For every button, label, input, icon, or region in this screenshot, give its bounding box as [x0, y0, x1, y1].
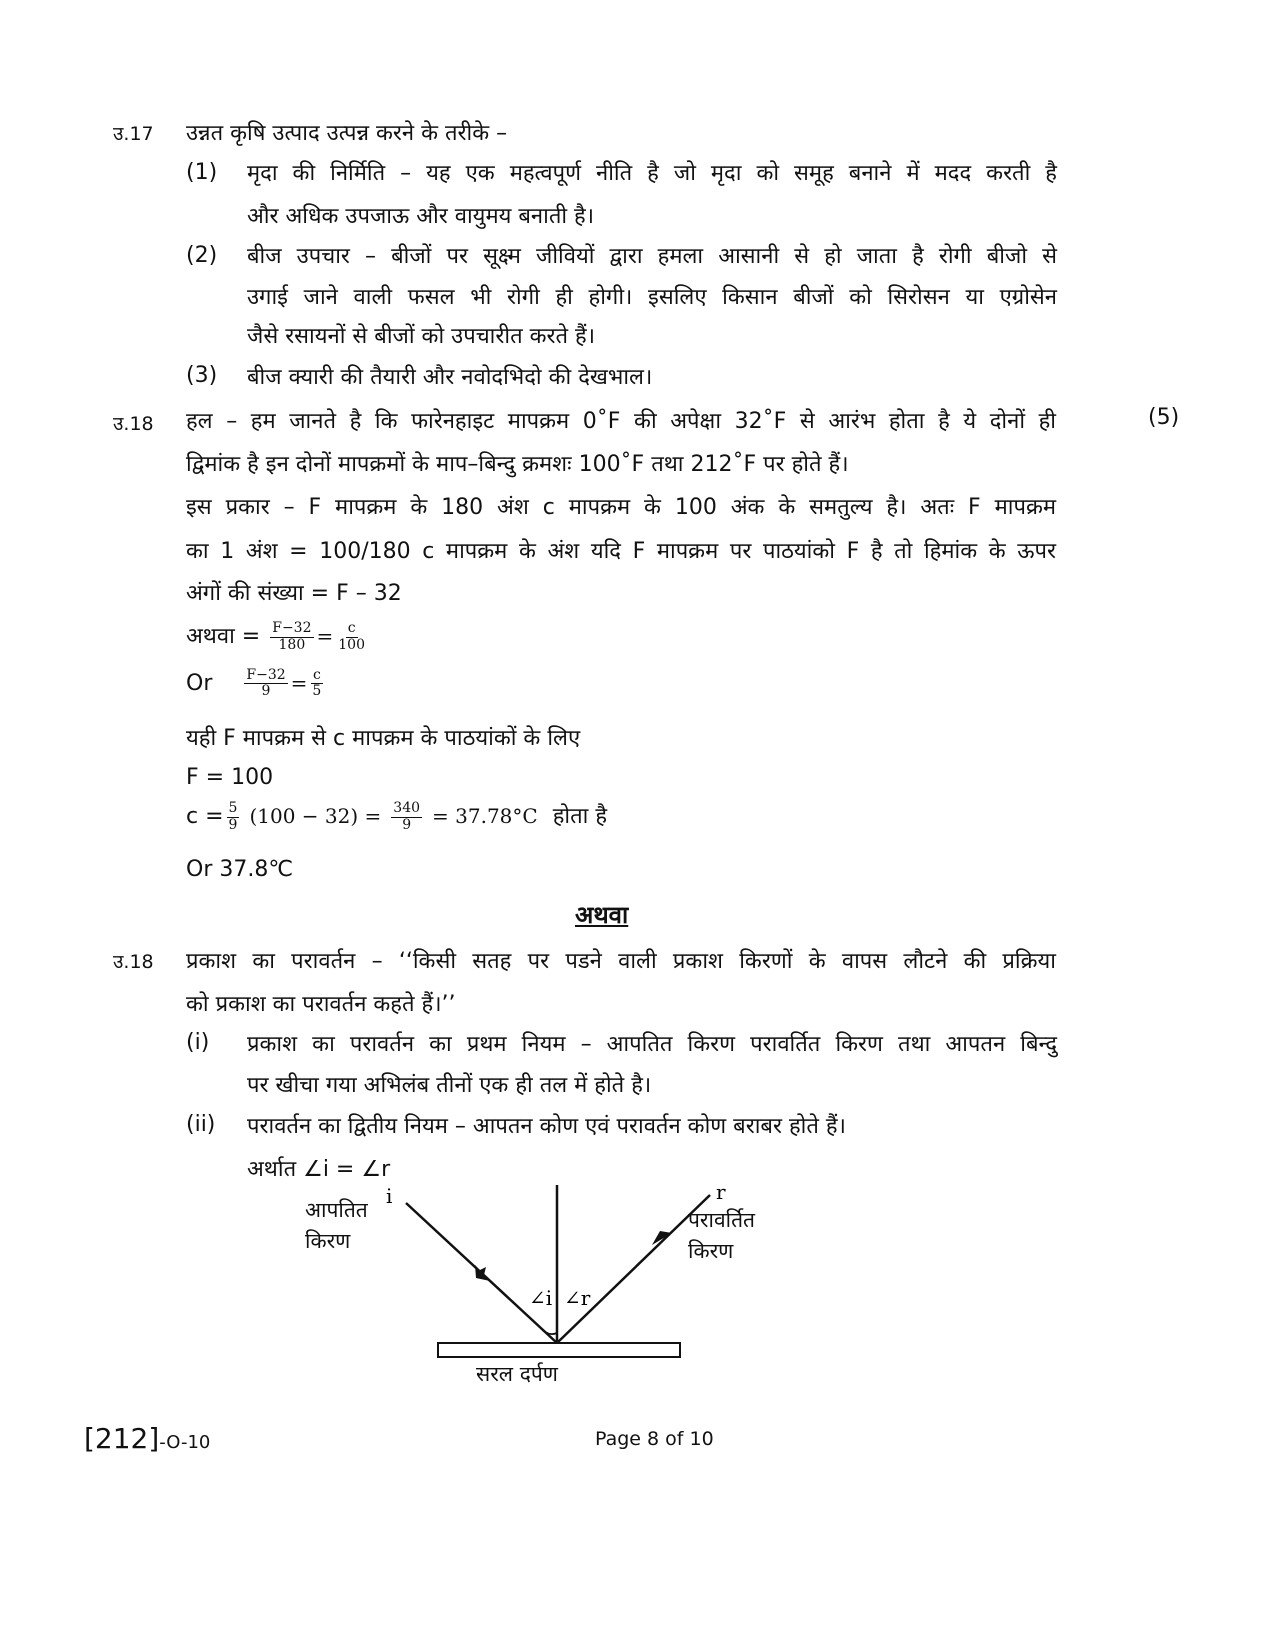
- item-text: और अधिक उपजाऊ और वायुमय बनाती है।: [247, 204, 595, 229]
- fraction: [310, 668, 323, 700]
- or-heading: अथवा: [575, 901, 629, 929]
- angle-i-label: ∠i: [529, 1286, 553, 1310]
- f-value: F = 100: [186, 765, 274, 790]
- fraction: [270, 621, 313, 653]
- answer-line: इस प्रकार – F मापक्रम के 180 अंश c मापक्रम के 100 अंक के समतुल्य है। अतः F मापक्रम: [186, 495, 1056, 520]
- reflected-label: किरण: [688, 1239, 734, 1263]
- paper-code-main: [212]: [84, 1422, 160, 1455]
- page-number: Page 8 of 10: [595, 1428, 714, 1450]
- final-answer: Or 37.8℃: [186, 857, 294, 882]
- item-number: (i): [186, 1030, 210, 1055]
- item-number: (1): [186, 160, 218, 185]
- fraction: [244, 668, 287, 700]
- equation-prefix: Or: [186, 670, 213, 696]
- numerator: 5: [228, 800, 238, 817]
- mirror-label: सरल दर्पण: [476, 1362, 558, 1386]
- answer-line: को प्रकाश का परावर्तन कहते हैं।’’: [186, 992, 456, 1017]
- marks-label: (5): [1148, 405, 1180, 430]
- reflected-label: परावर्तित: [688, 1208, 756, 1232]
- numerator: F−32: [272, 620, 312, 637]
- i-label: i: [386, 1185, 393, 1208]
- equation-prefix: अथवा =: [186, 624, 261, 649]
- answer-line: का 1 अंश = 100/180 c मापक्रम के अंश यदि F मापक्रम पर पाठयांको F है तो हिमांक के ऊपर: [186, 539, 1056, 564]
- fraction: [227, 801, 240, 833]
- paper-code-suffix: -O-10: [159, 1432, 211, 1453]
- c-result: = 37.78°C: [432, 804, 538, 828]
- denominator: 180: [278, 636, 306, 653]
- numerator: c: [312, 667, 321, 683]
- c-middle: (100 − 32) =: [249, 804, 382, 828]
- c-equation: [186, 800, 607, 833]
- numerator: F−32: [246, 667, 286, 683]
- answer-line: प्रकाश का परावर्तन – ‘‘किसी सतह पर पडने वाली प्रकाश किरणों के वापस लौटने की प्रक्रिया: [186, 949, 1056, 974]
- numerator: 340: [393, 800, 421, 817]
- paper-code: [84, 1422, 210, 1455]
- plane-mirror: [438, 1343, 680, 1357]
- item-text: उगाई जाने वाली फसल भी रोगी ही होगी। इसलिए किसान बीजों को सिरोसन या एग्रोसेन: [247, 285, 1057, 310]
- numerator: c: [347, 620, 356, 637]
- question-number-18-alt: उ.18: [113, 951, 154, 973]
- incident-label: आपतित: [305, 1198, 368, 1222]
- question-number-17: उ.17: [113, 123, 154, 145]
- conclusion: अर्थात ∠i = ∠r: [247, 1157, 391, 1182]
- item-number: (3): [186, 363, 218, 388]
- denominator: 9: [228, 816, 238, 833]
- equation-1: अथवा = $\frac{F-32}{180}$ = $\frac{c}{100}$: [186, 620, 365, 653]
- c-prefix: c =: [186, 804, 224, 829]
- c-suffix: होता है: [552, 804, 607, 829]
- item-number: (ii): [186, 1112, 216, 1137]
- q17-title: उन्नत कृषि उत्पाद उत्पन्न करने के तरीके –: [186, 121, 508, 146]
- item-text: बीज क्यारी की तैयारी और नवोदभिदो की देखभाल।: [247, 365, 653, 390]
- angle-r-label: ∠r: [564, 1286, 591, 1310]
- answer-line: हल – हम जानते है कि फारेनहाइट मापक्रम 0˚F की अपेक्षा 32˚F से आरंभ होता है ये दोनों ही: [186, 409, 1056, 434]
- fraction: [336, 621, 367, 653]
- answer-line: यही F मापक्रम से c मापक्रम के पाठयांकों के लिए: [186, 726, 581, 751]
- r-label: r: [716, 1185, 726, 1204]
- equation-2: Or $\frac{F-32}{9}$ = $\frac{c}{5}$: [186, 667, 322, 700]
- fraction: [391, 801, 422, 833]
- denominator: 9: [402, 816, 412, 833]
- item-number: (2): [186, 243, 218, 268]
- incident-label: किरण: [305, 1229, 351, 1253]
- item-text: बीज उपचार – बीजों पर सूक्ष्म जीवियों द्वारा हमला आसानी से हो जाता है रोगी बीजो से: [247, 244, 1057, 269]
- denominator: 9: [261, 683, 271, 700]
- item-text: जैसे रसायनों से बीजों को उपचारीत करते हैं।: [247, 324, 596, 349]
- item-text: परावर्तन का द्वितीय नियम – आपतन कोण एवं परावर्तन कोण बराबर होते हैं।: [247, 1114, 846, 1139]
- answer-line: द्विमांक है इन दोनों मापक्रमों के माप–बिन्दु क्रमशः 100˚F तथा 212˚F पर होते हैं।: [186, 452, 849, 477]
- denominator: 100: [338, 636, 365, 653]
- item-text: पर खीचा गया अभिलंब तीनों एक ही तल में होते है।: [247, 1073, 652, 1098]
- item-text: प्रकाश का परावर्तन का प्रथम नियम – आपतित किरण परावर्तित किरण तथा आपतन बिन्दु: [247, 1032, 1058, 1057]
- answer-line: अंगों की संख्या = F – 32: [186, 581, 402, 606]
- item-text: मृदा की निर्मिति – यह एक महत्वपूर्ण नीति है जो मृदा को समूह बनाने में मदद करती है: [247, 161, 1057, 186]
- question-number-18: उ.18: [113, 413, 154, 435]
- denominator: 5: [312, 683, 322, 700]
